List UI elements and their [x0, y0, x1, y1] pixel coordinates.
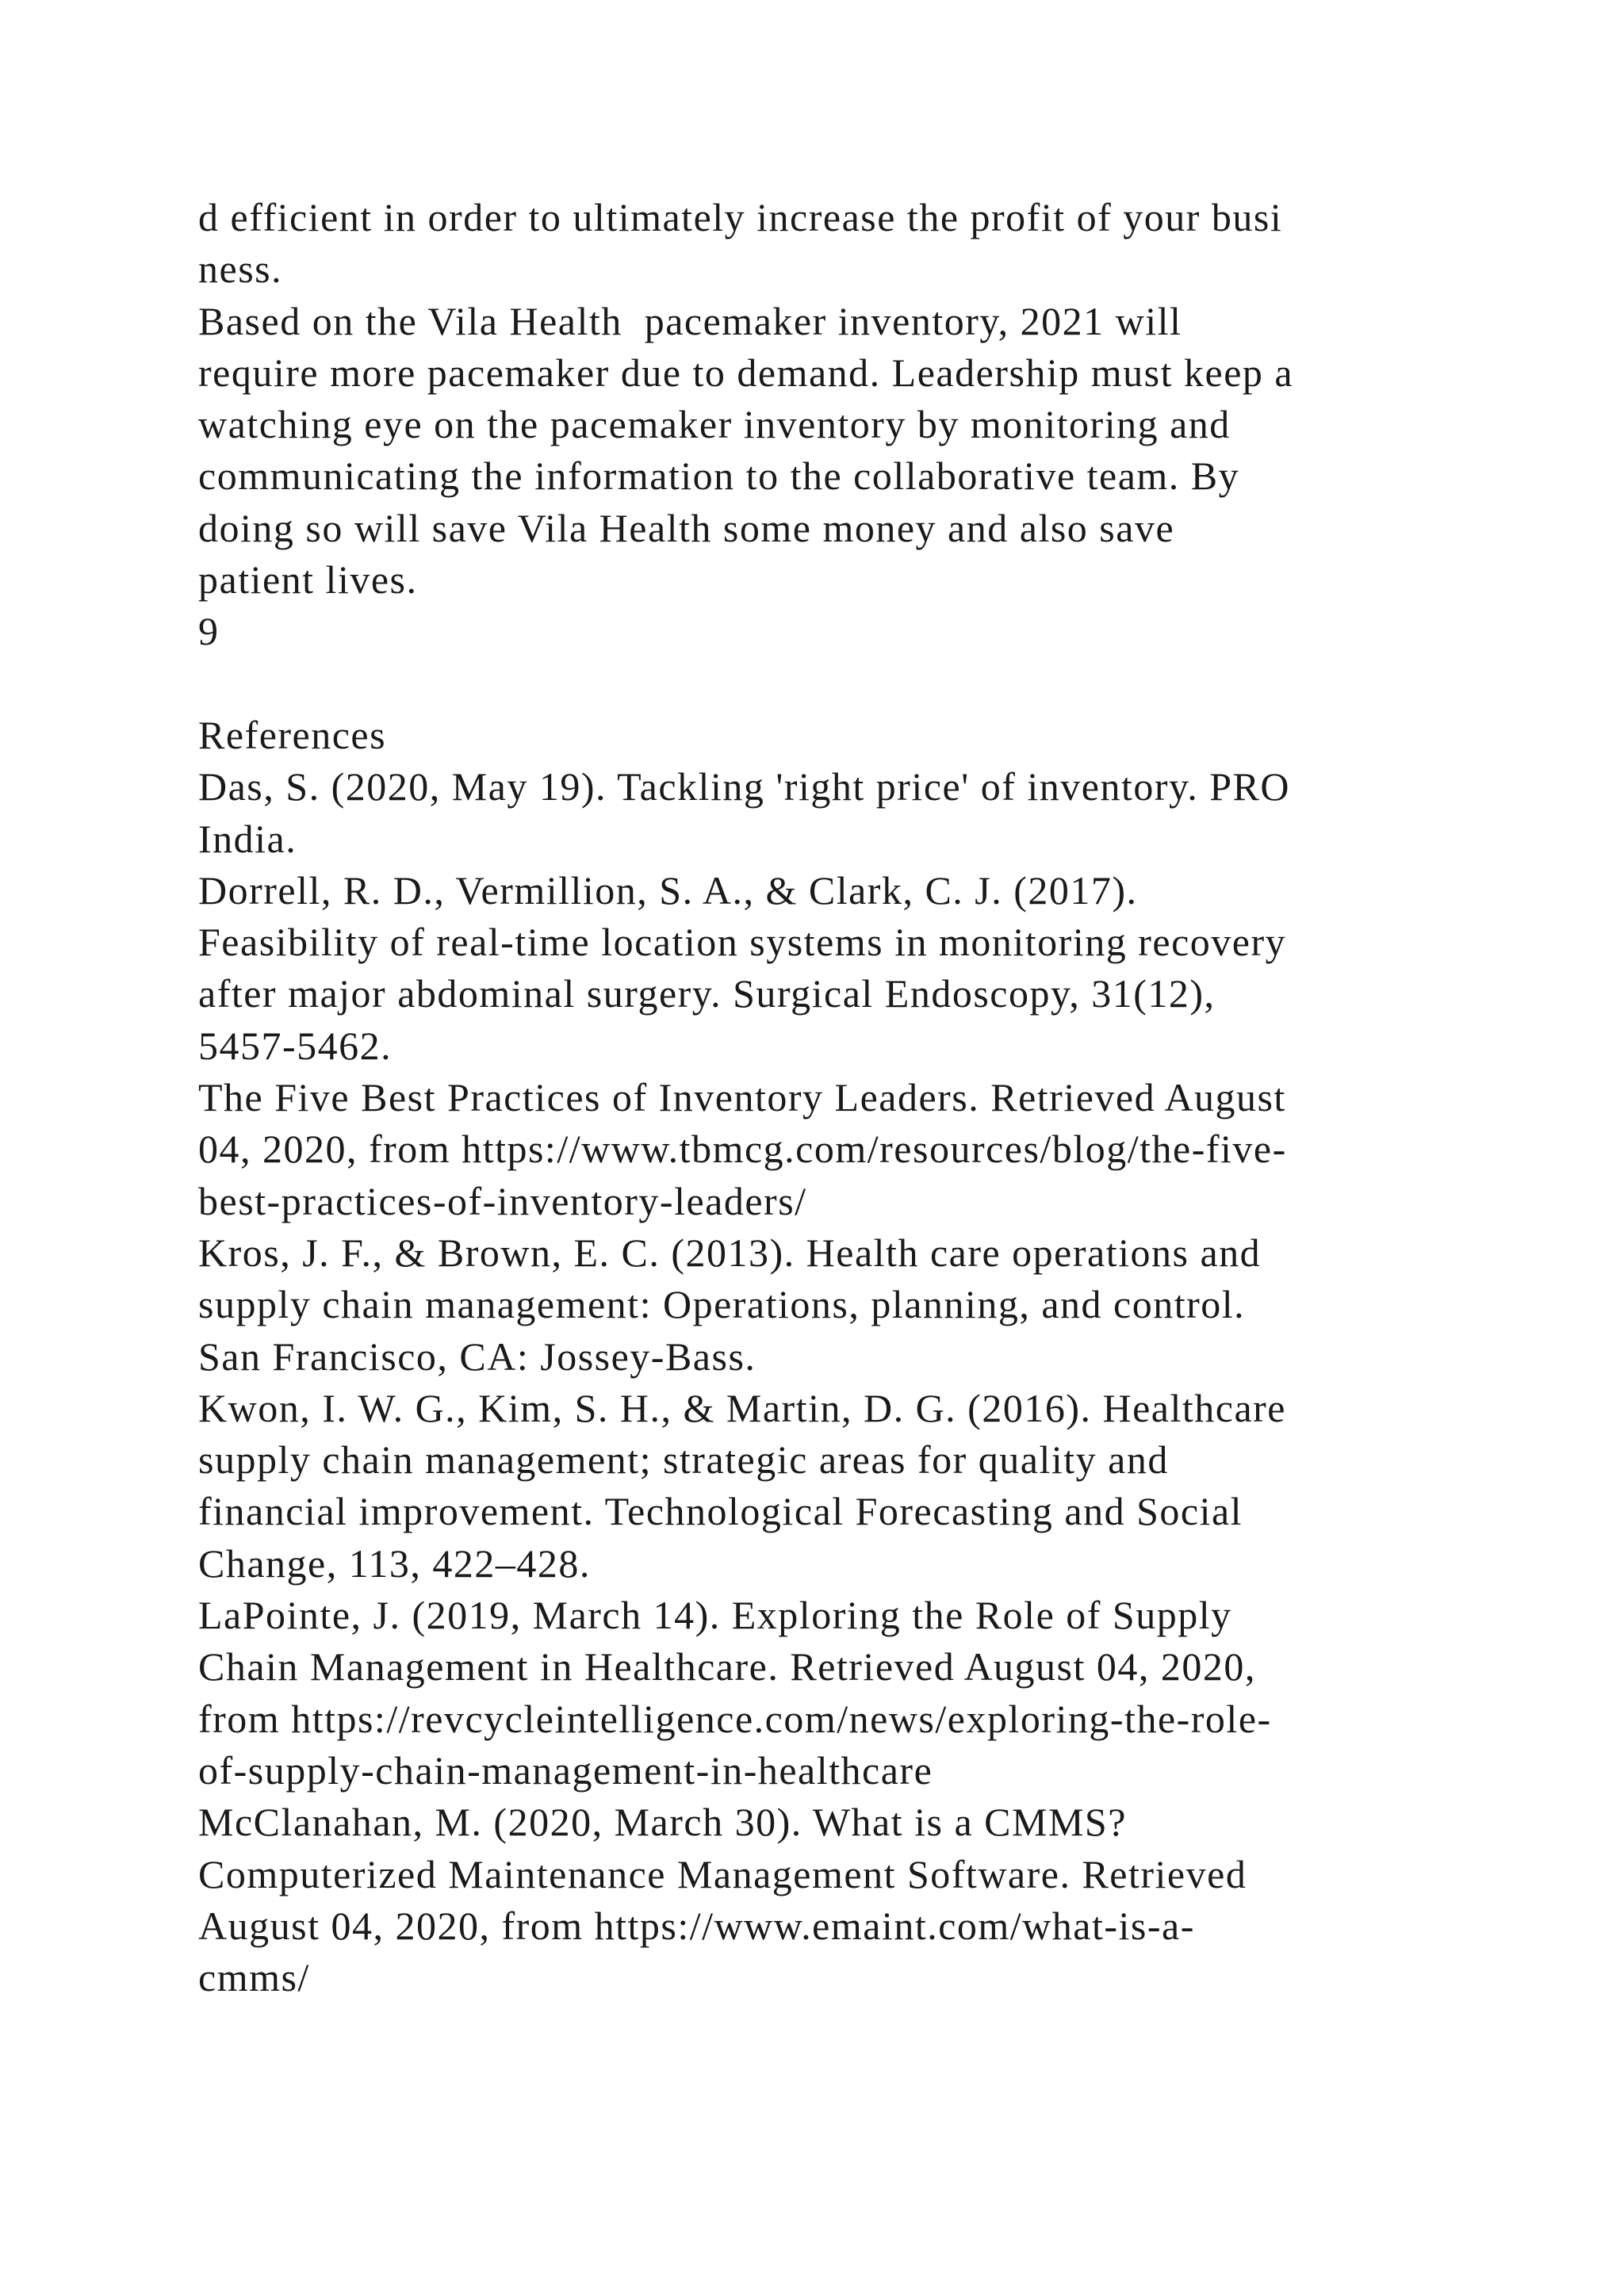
body-line: require more pacemaker due to demand. Leadership must keep a [198, 350, 1294, 395]
body-line: doing so will save Vila Health some money and also save [198, 505, 1175, 550]
reference-line: supply chain management; strategic areas for quality and [198, 1437, 1169, 1483]
reference-line: The Five Best Practices of Inventory Leaders. Retrieved August [198, 1075, 1286, 1120]
reference-line: supply chain management: Operations, planning, and control. [198, 1282, 1246, 1327]
reference-line: India. [198, 816, 297, 861]
document-page [198, 192, 1507, 2003]
reference-line: Dorrell, R. D., Vermillion, S. A., & Clark, C. J. (2017). [198, 867, 1138, 913]
reference-line: August 04, 2020, from https://www.emaint.com/what-is-a- [198, 1903, 1195, 1948]
reference-line: from https://revcycleintelligence.com/news/exploring-the-role- [198, 1696, 1272, 1741]
reference-line: of-supply-chain-management-in-healthcare [198, 1747, 933, 1793]
reference-line: Kwon, I. W. G., Kim, S. H., & Martin, D. G. (2016). Healthcare [198, 1385, 1286, 1430]
reference-line: Change, 113, 422–428. [198, 1540, 591, 1586]
reference-line: Kros, J. F., & Brown, E. C. (2013). Health care operations and [198, 1230, 1262, 1275]
page-number: 9 [198, 609, 220, 654]
reference-line: Das, S. (2020, May 19). Tackling 'right price' of inventory. PRO [198, 764, 1291, 809]
reference-line: Computerized Maintenance Management Software. Retrieved [198, 1851, 1247, 1896]
reference-line: after major abdominal surgery. Surgical Endoscopy, 31(12), [198, 971, 1216, 1016]
references-list [198, 761, 1507, 2003]
body-line: patient lives. [198, 557, 418, 603]
reference-line: cmms/ [198, 1955, 310, 2000]
reference-line: San Francisco, CA: Jossey-Bass. [198, 1334, 756, 1379]
reference-line: McClanahan, M. (2020, March 30). What is a CMMS? [198, 1800, 1127, 1845]
reference-line: Feasibility of real-time location systems in monitoring recovery [198, 920, 1287, 965]
body-line: watching eye on the pacemaker inventory by monitoring and [198, 402, 1231, 447]
reference-line: financial improvement. Technological Forecasting and Social [198, 1489, 1243, 1534]
reference-line: best-practices-of-inventory-leaders/ [198, 1178, 807, 1223]
body-line: ness. [198, 247, 283, 292]
spacer [198, 658, 1507, 710]
reference-line: 04, 2020, from https://www.tbmcg.com/resources/blog/the-five- [198, 1127, 1287, 1172]
reference-line: Chain Management in Healthcare. Retrieved August 04, 2020, [198, 1644, 1256, 1689]
body-line: communicating the information to the collaborative team. By [198, 453, 1240, 499]
references-heading: References [198, 712, 387, 757]
body-line: d efficient in order to ultimately increase the profit of your busi [198, 195, 1283, 239]
body-line: Based on the Vila Health pacemaker inventory, 2021 will [198, 298, 1182, 343]
reference-line: LaPointe, J. (2019, March 14). Exploring the Role of Supply [198, 1593, 1232, 1638]
body-paragraph [198, 192, 1507, 606]
reference-line: 5457-5462. [198, 1023, 393, 1068]
